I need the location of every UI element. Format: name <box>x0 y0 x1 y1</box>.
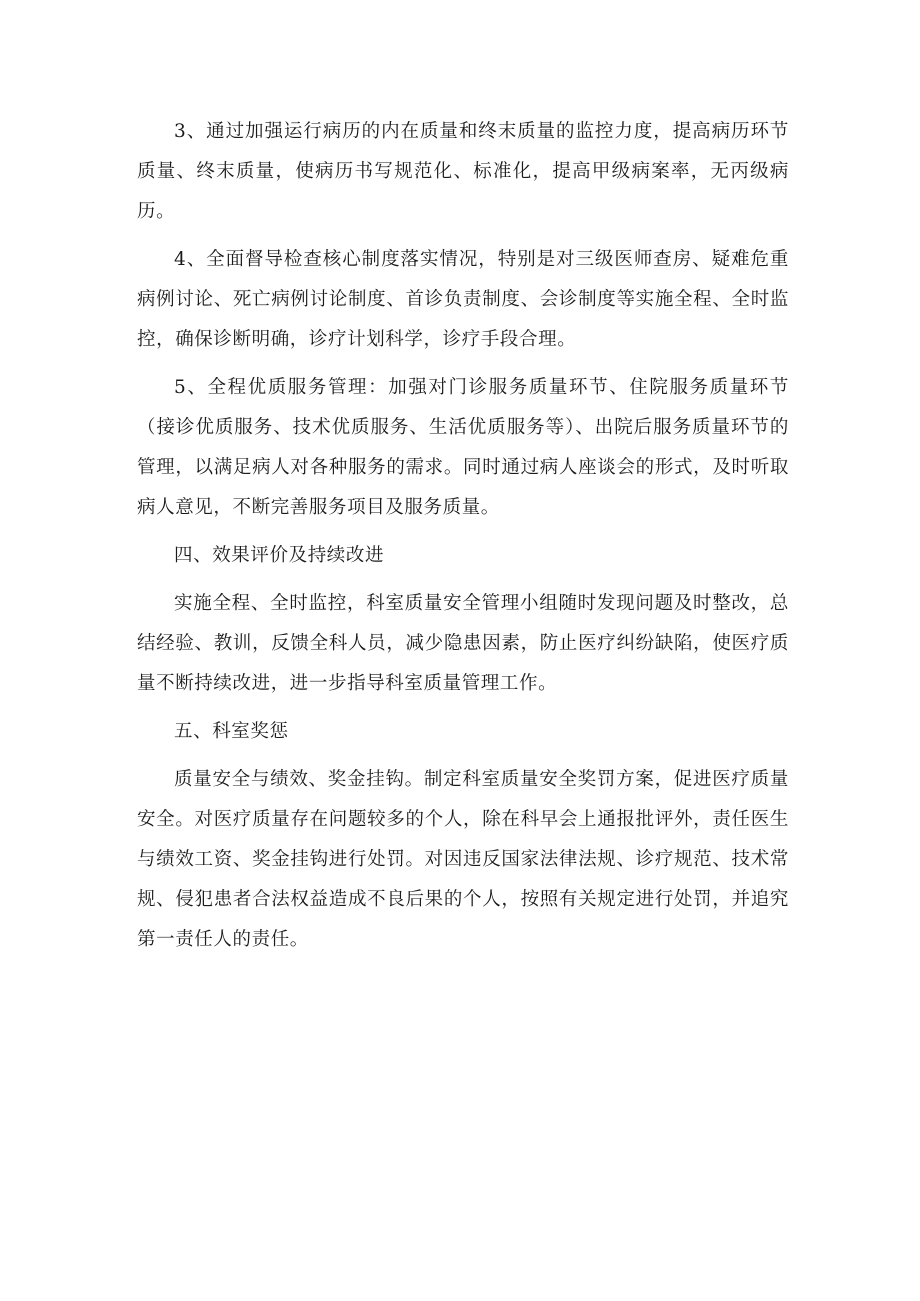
document-body <box>137 112 789 968</box>
section-heading-rewards: 五、科室奖惩 <box>174 721 289 742</box>
paragraph-rewards: 质量安全与绩效、奖金挂钩。制定科室质量安全奖罚方案，促进医疗质量安全。对医疗质量存在问题较多的个人，除在科早会上通报批评外，责任医生与绩效工资、奖金挂钩进行处罚。对因违反国家法律法规、诊疗规范、技术常规、侵犯患者合法权益造成不良后果的个人，按照有关规定进行处罚，并追究第一责任人的责任。 <box>137 769 789 950</box>
paragraph-item-4: 4、全面督导检查核心制度落实情况，特别是对三级医师查房、疑难危重病例讨论、死亡病例讨论制度、首诊负责制度、会诊制度等实施全程、全时监控，确保诊断明确，诊疗计划科学，诊疗手段合理。 <box>137 249 789 350</box>
paragraph-item-5: 5、全程优质服务管理：加强对门诊服务质量环节、住院服务质量环节（接诊优质服务、技术优质服务、生活优质服务等）、出院后服务质量环节的管理，以满足病人对各种服务的需求。同时通过病人座谈会的形式，及时听取病人意见，不断完善服务项目及服务质量。 <box>137 377 789 518</box>
section-heading-evaluation: 四、效果评价及持续改进 <box>174 545 385 566</box>
paragraph-item-3: 3、通过加强运行病历的内在质量和终末质量的监控力度，提高病历环节质量、终末质量，使病历书写规范化、标准化，提高甲级病案率，无丙级病历。 <box>137 121 789 222</box>
paragraph-evaluation: 实施全程、全时监控，科室质量安全管理小组随时发现问题及时整改，总结经验、教训，反馈全科人员，减少隐患因素，防止医疗纠纷缺陷，使医疗质量不断持续改进，进一步指导科室质量管理工作。 <box>137 593 789 694</box>
